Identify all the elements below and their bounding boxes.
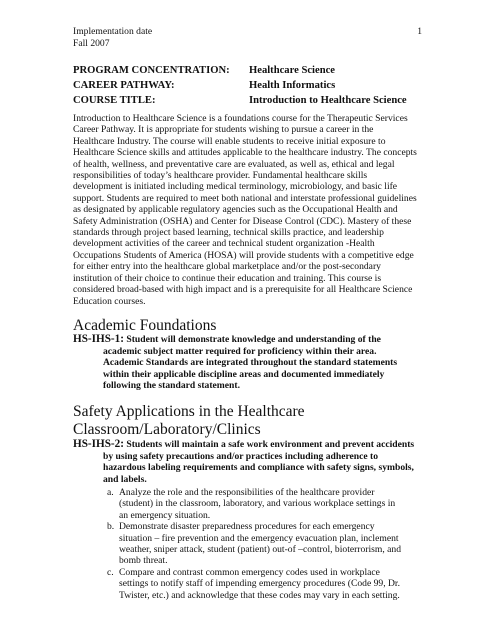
item-line: bomb threat. bbox=[119, 555, 168, 567]
heading-line: Safety Applications in the Healthcare bbox=[73, 403, 305, 420]
standard-hs-ihs-2 bbox=[73, 439, 429, 485]
intro-line: support. Students are required to meet both national and interstate professional guidelines bbox=[73, 192, 417, 204]
safety-applications-heading bbox=[73, 403, 305, 439]
implementation-date-value: Fall 2007 bbox=[73, 38, 110, 49]
standard-text: Students will maintain a safe work environment and prevent accidents bbox=[123, 439, 415, 450]
course-title-row bbox=[73, 93, 407, 108]
item-line: Demonstrate disaster preparedness procedures for each emergency bbox=[119, 521, 375, 533]
intro-line: Healthcare Industry. The course will enable students to receive initial exposure to bbox=[73, 135, 386, 147]
item-letter: b. bbox=[107, 521, 115, 533]
item-line: Analyze the role and the responsibilities of the healthcare provider bbox=[119, 487, 375, 498]
item-line: weather, sniper attack, student (patient) out-of –control, bioterrorism, and bbox=[119, 544, 402, 556]
item-line: (student) in the classroom, laboratory, and various workplace settings in bbox=[119, 498, 396, 510]
pathway-label: CAREER PATHWAY: bbox=[73, 80, 175, 91]
concentration-label: PROGRAM CONCENTRATION: bbox=[73, 65, 230, 76]
concentration-row bbox=[73, 63, 407, 78]
intro-paragraph bbox=[73, 113, 425, 307]
page-header bbox=[73, 26, 152, 50]
course-meta bbox=[73, 63, 407, 108]
item-line: an emergency situation. bbox=[119, 509, 211, 521]
standard-text: Student will demonstrate knowledge and understanding of the bbox=[123, 334, 381, 345]
standard-line: following the standard statement. bbox=[103, 380, 240, 392]
standard-hs-ihs-1 bbox=[73, 334, 429, 392]
item-line: Twister, etc.) and acknowledge that these codes may vary in each setting. bbox=[119, 589, 400, 601]
intro-line: considered broad-based with high impact and is a prerequisite for all Healthcare Science bbox=[73, 284, 413, 296]
intro-line: Safety Administration (OSHA) and Center for Disease Control (CDC). Mastery of these bbox=[73, 215, 412, 227]
intro-line: responsibilities of today’s healthcare provider. Fundamental healthcare skills bbox=[73, 170, 368, 182]
standard-line: within their applicable discipline areas and documented immediately bbox=[103, 368, 385, 380]
standard-line: academic subject matter required for proficiency within their area. bbox=[103, 345, 377, 357]
item-letter: a. bbox=[107, 487, 114, 498]
intro-line: Career Pathway. It is appropriate for students wishing to pursue a career in the bbox=[73, 124, 374, 136]
intro-line: institution of their choice to continue their education and training. This course is bbox=[73, 272, 382, 284]
course-title-label: COURSE TITLE: bbox=[73, 95, 156, 106]
standard-first-line bbox=[73, 334, 429, 346]
intro-line: for either entry into the healthcare global marketplace and/or the post-secondary bbox=[73, 261, 381, 273]
implementation-date-label: Implementation date bbox=[73, 26, 153, 37]
intro-line: Healthcare Science skills and attitudes applicable to the healthcare industry. The concepts bbox=[73, 147, 417, 159]
standard-line: by using safety precautions and/or practices including adherence to bbox=[103, 450, 379, 462]
standard-code: HS-IHS-1: bbox=[73, 333, 124, 345]
pathway-row bbox=[73, 78, 407, 93]
academic-foundations-heading: Academic Foundations bbox=[73, 317, 217, 334]
page-number: 1 bbox=[417, 26, 422, 37]
pathway-value: Health Informatics bbox=[249, 80, 336, 91]
standard-first-line bbox=[73, 439, 429, 451]
standard-line: and labels. bbox=[103, 473, 147, 485]
intro-line: Occupations Students of America (HOSA) will provide students with a competitive edge bbox=[73, 249, 414, 261]
item-line: settings to notify staff of impending emergency procedures (Code 99, Dr. bbox=[119, 578, 401, 590]
intro-line: standards through project based learning, technical skills practice, and leadership bbox=[73, 227, 384, 239]
standard-code: HS-IHS-2: bbox=[73, 438, 124, 450]
intro-line: development is initiated including medical terminology, microbiology, and basic life bbox=[73, 181, 398, 193]
heading-line: Classroom/Laboratory/Clinics bbox=[73, 421, 261, 438]
item-line: situation – fire prevention and the emergency evacuation plan, inclement bbox=[119, 532, 399, 544]
course-title-value: Introduction to Healthcare Science bbox=[249, 95, 407, 106]
intro-line: Introduction to Healthcare Science is a foundations course for the Therapeutic Services bbox=[73, 113, 408, 124]
list-item bbox=[107, 487, 429, 521]
item-line: Compare and contrast common emergency codes used in workplace bbox=[119, 566, 380, 578]
item-letter: c. bbox=[107, 566, 114, 578]
standard-line: hazardous labeling requirements and compliance with safety signs, symbols, bbox=[103, 462, 414, 474]
standard-item-list bbox=[107, 487, 429, 601]
list-item bbox=[107, 567, 429, 601]
list-item bbox=[107, 521, 429, 567]
standard-line: Academic Standards are integrated throughout the standard statements bbox=[103, 357, 398, 369]
intro-line: as designated by applicable regulatory agencies such as the Occupational Health and bbox=[73, 204, 398, 216]
concentration-value: Healthcare Science bbox=[249, 65, 335, 76]
intro-line: Education courses. bbox=[73, 295, 146, 307]
intro-line: development activities of the career and technical student organization -Health bbox=[73, 238, 375, 250]
intro-line: of health, wellness, and preventative care are evaluated, as well as, ethical and legal bbox=[73, 158, 395, 170]
